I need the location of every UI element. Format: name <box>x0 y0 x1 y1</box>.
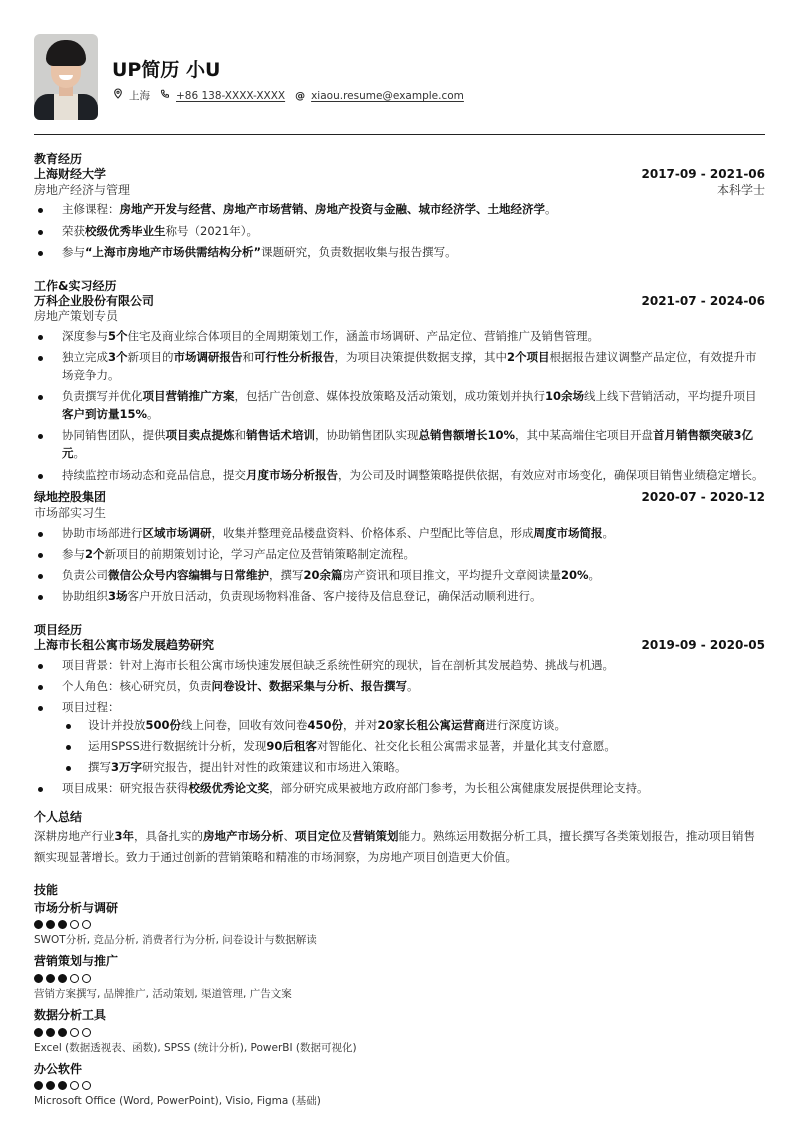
filled-dot-icon <box>34 1028 43 1037</box>
list-item: 参与“上海市房地产市场供需结构分析”课题研究，负责数据收集与报告撰写。 <box>34 244 765 262</box>
skill-level-dots <box>34 974 765 983</box>
list-item: 协助市场部进行区域市场调研，收集并整理竞品楼盘资料、价格体系、户型配比等信息，形成周度市场简报。 <box>34 525 765 543</box>
filled-dot-icon <box>58 920 67 929</box>
skill-item <box>34 953 765 1001</box>
list-item: 持续监控市场动态和竞品信息，提交月度市场分析报告，为公司及时调整策略提供依据，有效应对市场变化，确保项目销售业绩稳定增长。 <box>34 467 765 485</box>
list-item: 参与2个新项目的前期策划讨论，学习产品定位及营销策略制定流程。 <box>34 546 765 564</box>
empty-dot-icon <box>70 920 79 929</box>
list-item: 项目背景：针对上海市长租公寓市场快速发展但缺乏系统性研究的现状，旨在剖析其发展趋势、挑战与机遇。 <box>34 657 765 675</box>
phone-icon <box>159 89 171 105</box>
major: 房地产经济与管理 <box>34 182 131 197</box>
filled-dot-icon <box>58 1028 67 1037</box>
skill-name: 办公软件 <box>34 1062 83 1077</box>
filled-dot-icon <box>46 1081 55 1090</box>
empty-dot-icon <box>82 1028 91 1037</box>
list-item: 设计并投放500份线上问卷，回收有效问卷450份，并对20家长租公寓运营商进行深度访谈。 <box>62 717 765 735</box>
filled-dot-icon <box>46 920 55 929</box>
list-item: 撰写3万字研究报告，提出针对性的政策建议和市场进入策略。 <box>62 759 765 777</box>
header-divider <box>34 134 765 135</box>
list-item: 项目过程： 设计并投放500份线上问卷，回收有效问卷450份，并对20家长租公寓运营商进行深度访谈。 运用SPSS进行数据统计分析，发现90后租客对智能化、社交化长租公寓需求显著，并量化其支付意愿。 撰写3万字研究报告，提出针对性的政策建议和市场进入策略。 <box>34 699 765 776</box>
section-title: 工作&实习经历 <box>34 278 117 293</box>
resume-header <box>34 34 765 120</box>
list-item: 个人角色：核心研究员，负责问卷设计、数据采集与分析、报告撰写。 <box>34 678 765 696</box>
skill-description: Microsoft Office (Word, PowerPoint), Visio, Figma (基础) <box>34 1095 321 1108</box>
skills-list <box>34 900 765 1110</box>
location-item <box>112 88 150 105</box>
map-pin-icon <box>112 88 124 105</box>
bullet-list <box>34 657 765 798</box>
filled-dot-icon <box>46 974 55 983</box>
empty-dot-icon <box>70 974 79 983</box>
company-name: 绿地控股集团 <box>34 490 107 505</box>
skill-name: 营销策划与推广 <box>34 954 119 969</box>
empty-dot-icon <box>70 1081 79 1090</box>
summary-section <box>34 810 765 869</box>
skill-description: Excel (数据透视表、函数), SPSS (统计分析), PowerBI (数据可视化) <box>34 1041 357 1054</box>
skill-description: 营销方案撰写, 品牌推广, 活动策划, 渠道管理, 广告文案 <box>34 987 292 1000</box>
empty-dot-icon <box>82 974 91 983</box>
company-name: 万科企业股份有限公司 <box>34 293 155 308</box>
school-name: 上海财经大学 <box>34 167 107 181</box>
bullet-list <box>34 201 765 261</box>
section-title: 项目经历 <box>34 623 83 638</box>
location-text: 上海 <box>129 90 150 103</box>
job-role: 市场部实习生 <box>34 505 107 520</box>
filled-dot-icon <box>58 974 67 983</box>
projects-section <box>34 623 765 798</box>
list-item: 协助组织3场客户开放日活动，负责现场物料准备、客户接待及信息登记，确保活动顺利进行。 <box>34 588 765 606</box>
sub-bullet-list <box>62 717 765 776</box>
at-icon: @ <box>295 90 306 102</box>
phone-link[interactable]: +86 138-XXXX-XXXX <box>176 90 286 103</box>
summary-text: 深耕房地产行业3年，具备扎实的房地产市场分析、项目定位及营销策划能力。熟练运用数据分析工具，擅长撰写各类策划报告，推动项目销售额实现显著增长。致力于通过创新的营销策略和精准的市场洞察，为房地产项目创造更大价值。 <box>34 829 756 865</box>
skill-level-dots <box>34 1028 765 1037</box>
skill-item <box>34 900 765 948</box>
list-item: 主修课程：房地产开发与经营、房地产市场营销、房地产投资与金融、城市经济学、土地经济学。 <box>34 201 765 219</box>
empty-dot-icon <box>82 920 91 929</box>
section-title: 教育经历 <box>34 152 83 166</box>
skill-name: 数据分析工具 <box>34 1008 107 1023</box>
empty-dot-icon <box>70 1028 79 1037</box>
list-item: 负责公司微信公众号内容编辑与日常维护，撰写20余篇房产资讯和项目推文，平均提升文章阅读量20%。 <box>34 567 765 585</box>
list-item: 协同销售团队，提供项目卖点提炼和销售话术培训，协助销售团队实现总销售额增长10%，其中某高端住宅项目开盘首月销售额突破3亿元。 <box>34 427 765 463</box>
skill-item <box>34 1007 765 1055</box>
education-entry <box>34 167 765 262</box>
email-item[interactable] <box>294 88 464 104</box>
filled-dot-icon <box>34 1081 43 1090</box>
education-section <box>34 152 765 262</box>
skills-section <box>34 883 765 1110</box>
profile-photo <box>34 34 98 120</box>
date-range: 2019-09 - 2020-05 <box>641 638 765 653</box>
contact-info <box>112 88 473 105</box>
list-item: 运用SPSS进行数据统计分析，发现90后租客对智能化、社交化长租公寓需求显著，并量化其支付意愿。 <box>62 738 765 756</box>
section-title: 个人总结 <box>34 810 83 825</box>
empty-dot-icon <box>82 1081 91 1090</box>
project-name: 上海市长租公寓市场发展趋势研究 <box>34 638 215 653</box>
skill-description: SWOT分析, 竞品分析, 消费者行为分析, 问卷设计与数据解读 <box>34 933 317 946</box>
project-entry <box>34 638 765 798</box>
phone-item[interactable] <box>159 88 285 104</box>
date-range: 2017-09 - 2021-06 <box>641 167 765 181</box>
filled-dot-icon <box>58 1081 67 1090</box>
list-item: 负责撰写并优化项目营销推广方案，包括广告创意、媒体投放策略及活动策划，成功策划并执行10余场线上线下营销活动，平均提升项目客户到访量15%。 <box>34 388 765 424</box>
filled-dot-icon <box>34 920 43 929</box>
filled-dot-icon <box>34 974 43 983</box>
resume-page <box>34 34 765 1109</box>
work-section <box>34 279 765 607</box>
bullet-list <box>34 525 765 607</box>
section-title: 技能 <box>34 882 59 897</box>
skill-level-dots <box>34 920 765 929</box>
work-entry <box>34 490 765 606</box>
skill-level-dots <box>34 1081 765 1090</box>
list-item: 项目成果：研究报告获得校级优秀论文奖，部分研究成果被地方政府部门参考，为长租公寓健康发展提供理论支持。 <box>34 780 765 798</box>
skill-item <box>34 1061 765 1109</box>
date-range: 2021-07 - 2024-06 <box>641 293 765 308</box>
bullet-list <box>34 328 765 485</box>
email-link[interactable]: xiaou.resume@example.com <box>311 90 464 103</box>
job-role: 房地产策划专员 <box>34 309 119 324</box>
list-item: 荣获校级优秀毕业生称号（2021年）。 <box>34 223 765 241</box>
degree: 本科学士 <box>716 182 765 197</box>
skill-name: 市场分析与调研 <box>34 900 119 915</box>
candidate-name: UP简历 小U <box>112 59 221 82</box>
work-entry <box>34 294 765 485</box>
list-item: 深度参与5个住宅及商业综合体项目的全周期策划工作，涵盖市场调研、产品定位、营销推广及销售管理。 <box>34 328 765 346</box>
list-item: 独立完成3个新项目的市场调研报告和可行性分析报告，为项目决策提供数据支撑，其中2个项目根据报告建议调整产品定位，有效提升市场竞争力。 <box>34 349 765 385</box>
filled-dot-icon <box>46 1028 55 1037</box>
date-range: 2020-07 - 2020-12 <box>641 490 765 505</box>
